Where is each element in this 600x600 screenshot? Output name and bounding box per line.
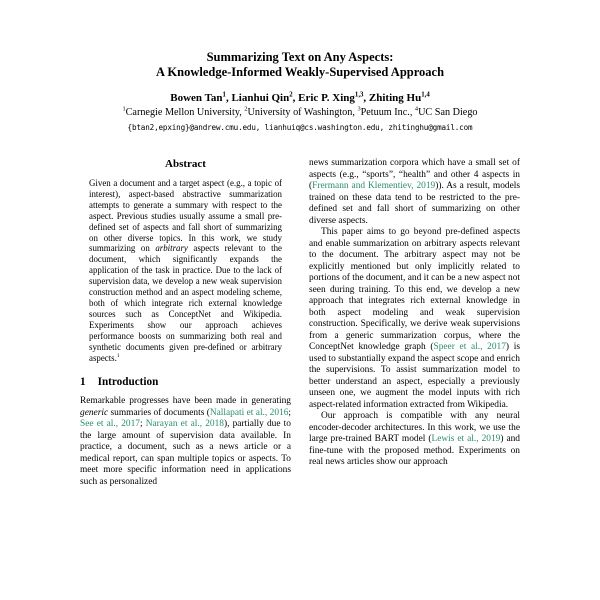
paper-title [80,50,520,80]
text-run: Bowen Tan [170,92,223,104]
citation-link[interactable]: Frermann and Klementiev, 2019 [312,181,436,191]
abstract-text [80,178,291,363]
right-column [309,158,520,488]
paragraph [309,227,520,411]
text-run: generic [80,407,109,418]
authors-line [80,92,520,104]
introduction-text [80,396,291,488]
paragraph [80,396,291,488]
text-run: ), partially due to the large amount of supervision data available. In practice, a document, such as a news article or a medical report, can span multiple topics or aspects. To meet more specific information need in applications such as personalized [80,419,291,487]
text-run: Eric P. Xing [298,92,355,104]
paper-title-line2: A Knowledge-Informed Weakly-Supervised Approach [155,65,445,79]
affiliations-line [80,107,520,118]
section-title: Introduction [97,376,159,389]
citation-link[interactable]: Nallapati et al., 2016 [209,407,289,418]
text-run: This paper aims to go beyond pre-defined aspects and enable summarization on arbitrary aspects relevant to the document. The arbitrary aspect may not be explicitly mentioned but only implicitly related to portions of the document, and it can be a new aspect not seen during training. To this end, we develop a new approach that integrates rich external knowledge in both aspect modeling and weak supervision construction. Specifically, we derive weak supervisions from a generic summarization corpus, where the ConceptNet knowledge graph ( [309,227,520,352]
superscript: 3 [357,105,361,113]
text-run: aspects relevant to the document, which significantly expands the application of the task in practice. Due to the lack of supervision data, we develop a new weak supervision construction method and an aspect modeling scheme, both of which integrate rich external knowledge sources such as ConceptNet and Wikipedia. Experiments show our approach achieves performance boosts on summarizing both real and synthetic documents given pre-defined or arbitrary aspects. [89,243,282,363]
superscript: 2 [289,91,293,99]
text-run: ) and fine-tune with the proposed method. Experiments on real news articles show our approach [309,434,520,467]
text-run: , [363,92,369,104]
text-run: ; [288,407,291,418]
superscript: 1 [116,352,120,359]
text-run: ) is used to substantially expand the aspect scope and enrich the supervisions. To assist summarization model to better understand an aspect, especially a previously unseen one, we augment the model inputs with rich aspect-related information extracted from Wikipedia. [309,342,520,410]
text-run: ; [139,419,146,430]
section-number: 1 [80,376,86,389]
text-run: , [225,92,232,104]
paragraph [309,158,520,227]
paragraph [309,411,520,469]
text-run: Petuum Inc., [360,107,415,118]
citation-link[interactable]: Narayan et al., 2018 [145,419,224,430]
text-run: , [292,92,299,104]
citation-link[interactable]: See et al., 2017 [80,419,140,430]
text-run: UC San Diego [418,107,478,118]
citation-link[interactable]: Speer et al., 2017 [433,342,506,352]
text-run: Zhiting Hu [368,92,422,104]
superscript: 1,4 [421,91,430,99]
text-run: Our approach is compatible with any neural encoder-decoder architectures. In this work, we use the large pre-trained BART model ( [309,411,520,444]
text-run: Carnegie Mellon University, [125,107,245,118]
introduction-section [80,376,291,488]
paragraph [89,178,282,363]
text-run: )). As a result, models trained on these data tend to be restricted to the pre-defined set and fall short of summarizing on other diverse aspects. [309,181,521,226]
text-run: summaries of documents ( [108,407,210,418]
superscript: 4 [414,105,419,113]
text-run: Lianhui Qin [231,92,290,104]
superscript: 1 [222,91,226,99]
text-run: Given a document and a target aspect (e.g., a topic of interest), aspect-based abstractive summarization attempts to generate a summary with respect to the aspect. Previous studies usually assume a small pre-defined set of aspects and fall short of summarizing on other diverse topics. In this work, we study summarizing on [89,178,282,254]
superscript: 1,3 [354,91,364,99]
emails-line: {btan2,epxing}@andrew.cmu.edu, lianhuiq@cs.washington.edu, zhitinghu@gmail.com [127,123,473,132]
two-column-body [80,158,520,488]
superscript: 1 [122,105,126,113]
text-run: news summarization corpora which have a small set of aspects (e.g., “sports”, “health” and other 4 aspects in ( [309,158,520,191]
citation-link[interactable]: Lewis et al., 2019 [431,434,501,444]
superscript: 2 [244,105,248,113]
left-column [80,158,291,488]
text-run: Remarkable progresses have been made in generating [80,396,291,407]
paper-title-line1: Summarizing Text on Any Aspects: [206,50,394,64]
abstract-heading: Abstract [165,158,206,170]
abstract-section [80,158,291,363]
paper-content [80,50,520,488]
text-run: arbitrary [155,243,188,254]
introduction-heading [80,376,291,388]
text-run: University of Washington, [247,107,358,118]
